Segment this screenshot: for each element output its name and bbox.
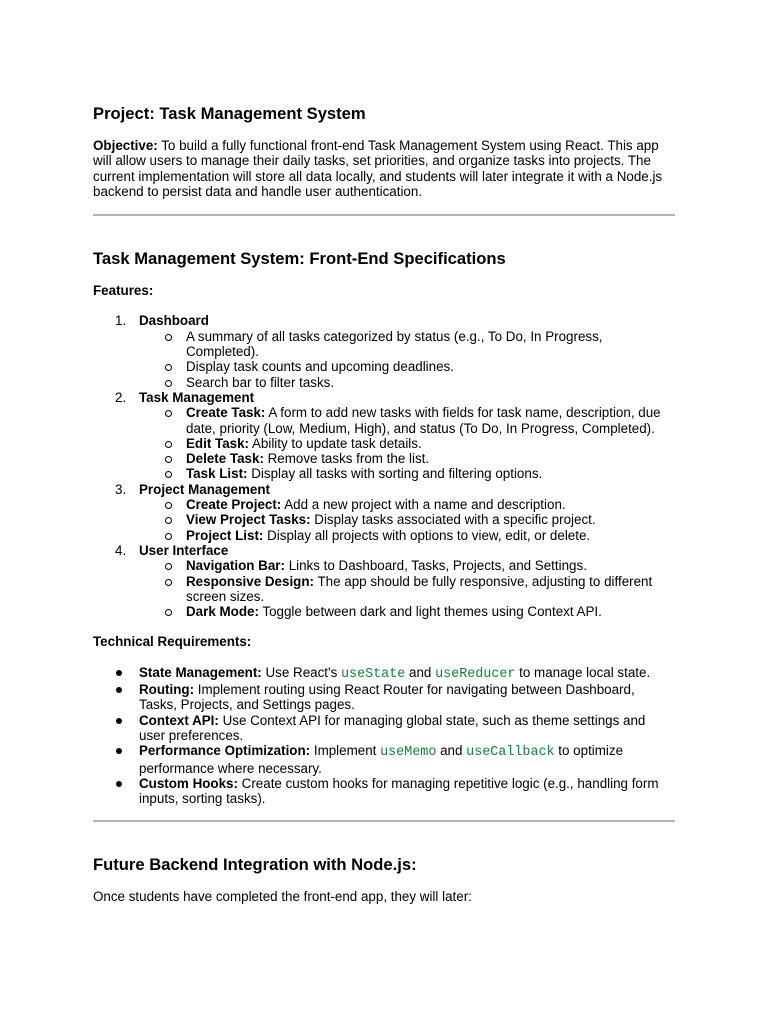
- subitem-label: Create Task:: [186, 405, 266, 421]
- subitem-text: A form to add new tasks with fields for task name, description, due date, priority (Low, Medium, High), and status (To Do, In Progress, Completed).: [186, 405, 661, 436]
- subitem-label: Project List:: [186, 527, 264, 543]
- feature-subitem: [139, 528, 675, 543]
- feature-subitem: [139, 451, 675, 466]
- hollow-bullet-icon: [165, 563, 172, 570]
- bullet-icon: [116, 670, 122, 676]
- code-snippet: useMemo: [380, 745, 437, 761]
- hollow-bullet-icon: [165, 579, 172, 586]
- bullet-icon: [116, 718, 122, 724]
- feature-subitem: [139, 375, 675, 390]
- feature-number: 3.: [115, 481, 127, 497]
- feature-subitem: [139, 405, 675, 436]
- tech-text: and: [405, 664, 436, 680]
- future-title: Future Backend Integration with Node.js:: [93, 855, 417, 875]
- tech-item: [93, 776, 675, 807]
- feature-subitem: [139, 512, 675, 527]
- tech-text: Use React's: [261, 664, 341, 680]
- tech-text: Use Context API for managing global state, such as theme settings and user preferences.: [139, 712, 646, 743]
- tech-text: to optimize performance where necessary.: [139, 743, 624, 776]
- tech-label: Custom Hooks:: [139, 775, 238, 791]
- section-divider: [93, 214, 675, 216]
- hollow-bullet-icon: [165, 609, 172, 616]
- tech-item: [93, 743, 675, 776]
- subitem-text: A summary of all tasks categorized by status (e.g., To Do, In Progress, Completed).: [186, 328, 603, 360]
- feature-number: 1.: [115, 313, 127, 329]
- tech-text: Implement routing using React Router for navigating between Dashboard, Tasks, Projects, and Settings pages.: [139, 682, 635, 713]
- hollow-bullet-icon: [165, 441, 172, 448]
- hollow-bullet-icon: [165, 502, 172, 509]
- subitem-label: Create Project:: [186, 497, 282, 513]
- feature-subitem: [139, 558, 675, 573]
- subitem-text: The app should be fully responsive, adjusting to different screen sizes.: [186, 573, 653, 604]
- code-snippet: useReducer: [435, 666, 516, 682]
- hollow-bullet-icon: [165, 364, 172, 371]
- subitem-text: Display all projects with options to view, edit, or delete.: [263, 527, 591, 543]
- feature-title: User Interface: [139, 542, 229, 558]
- tech-label-text: Technical Requirements:: [93, 634, 252, 650]
- tech-item: [93, 665, 675, 682]
- tech-label: Routing:: [139, 682, 195, 698]
- specs-title: Task Management System: Front-End Specifications: [93, 249, 506, 269]
- subitem-label: Navigation Bar:: [186, 558, 285, 574]
- tech-text: to manage local state.: [515, 664, 651, 680]
- document: [93, 104, 675, 905]
- feature-subitem: [139, 436, 675, 451]
- code-snippet: useState: [341, 666, 406, 682]
- subitem-text: Display task counts and upcoming deadlines.: [186, 359, 454, 375]
- tech-label: Context API:: [139, 712, 219, 728]
- tech-item: [93, 713, 675, 744]
- feature-item: [93, 313, 675, 389]
- tech-text: Create custom hooks for managing repetitive logic (e.g., handling form inputs, sorting tasks).: [139, 775, 659, 807]
- hollow-bullet-icon: [165, 334, 172, 341]
- feature-item: [93, 390, 675, 482]
- hollow-bullet-icon: [165, 410, 172, 417]
- tech-requirements-list: [93, 665, 675, 807]
- objective-label: Objective:: [93, 138, 158, 153]
- subitem-text: Links to Dashboard, Tasks, Projects, and Settings.: [284, 558, 587, 574]
- features-list: [93, 313, 675, 619]
- bullet-icon: [116, 748, 122, 754]
- hollow-bullet-icon: [165, 456, 172, 463]
- hollow-bullet-icon: [165, 471, 172, 478]
- feature-title: Dashboard: [139, 313, 209, 329]
- subitem-text: Display tasks associated with a specific project.: [310, 512, 596, 528]
- hollow-bullet-icon: [165, 380, 172, 387]
- objective-text: To build a fully functional front-end Task Management System using React. This app will allow users to manage their daily tasks, set priorities, and organize tasks into projects. The current implementation will store all data locally, and students will later integrate it with a Node.js backend to persist data and handle user authentication.: [93, 138, 663, 199]
- subitem-label: Responsive Design:: [186, 573, 314, 589]
- feature-subitem: [139, 329, 675, 360]
- feature-item: [93, 543, 675, 619]
- tech-text: Implement: [310, 743, 381, 759]
- tech-label: [93, 634, 675, 649]
- hollow-bullet-icon: [165, 517, 172, 524]
- tech-text: and: [436, 743, 467, 759]
- feature-sublist: [139, 497, 675, 543]
- subitem-text: Toggle between dark and light themes using Context API.: [258, 604, 602, 620]
- project-title: Project: Task Management System: [93, 104, 366, 123]
- bullet-icon: [116, 781, 122, 787]
- subitem-label: Task List:: [186, 466, 248, 482]
- subitem-text: Remove tasks from the list.: [263, 451, 430, 467]
- subitem-text: Search bar to filter tasks.: [186, 374, 335, 390]
- feature-number: 4.: [115, 542, 127, 558]
- feature-sublist: [139, 329, 675, 390]
- tech-label: State Management:: [139, 664, 262, 680]
- subitem-text: Add a new project with a name and description.: [281, 497, 566, 513]
- future-intro: Once students have completed the front-end app, they will later:: [93, 889, 472, 905]
- subitem-label: View Project Tasks:: [186, 512, 311, 528]
- hollow-bullet-icon: [165, 533, 172, 540]
- objective-paragraph: [93, 138, 675, 199]
- code-snippet: useCallback: [466, 745, 555, 761]
- section-divider: [93, 820, 675, 822]
- subitem-text: Ability to update task details.: [249, 435, 422, 451]
- subitem-label: Dark Mode:: [186, 604, 259, 620]
- feature-subitem: [139, 359, 675, 374]
- tech-item: [93, 682, 675, 713]
- subitem-label: Delete Task:: [186, 451, 264, 467]
- feature-title: Project Management: [139, 481, 270, 497]
- feature-sublist: [139, 405, 675, 481]
- feature-subitem: [139, 497, 675, 512]
- feature-subitem: [139, 466, 675, 481]
- subitem-label: Edit Task:: [186, 435, 249, 451]
- features-label-text: Features:: [93, 283, 154, 299]
- feature-subitem: [139, 604, 675, 619]
- tech-label: Performance Optimization:: [139, 743, 311, 759]
- features-label: [93, 283, 675, 298]
- subitem-text: Display all tasks with sorting and filtering options.: [247, 466, 543, 482]
- bullet-icon: [116, 687, 122, 693]
- feature-subitem: [139, 574, 675, 605]
- feature-number: 2.: [115, 389, 127, 405]
- feature-title: Task Management: [139, 389, 255, 405]
- feature-sublist: [139, 558, 675, 619]
- feature-item: [93, 482, 675, 543]
